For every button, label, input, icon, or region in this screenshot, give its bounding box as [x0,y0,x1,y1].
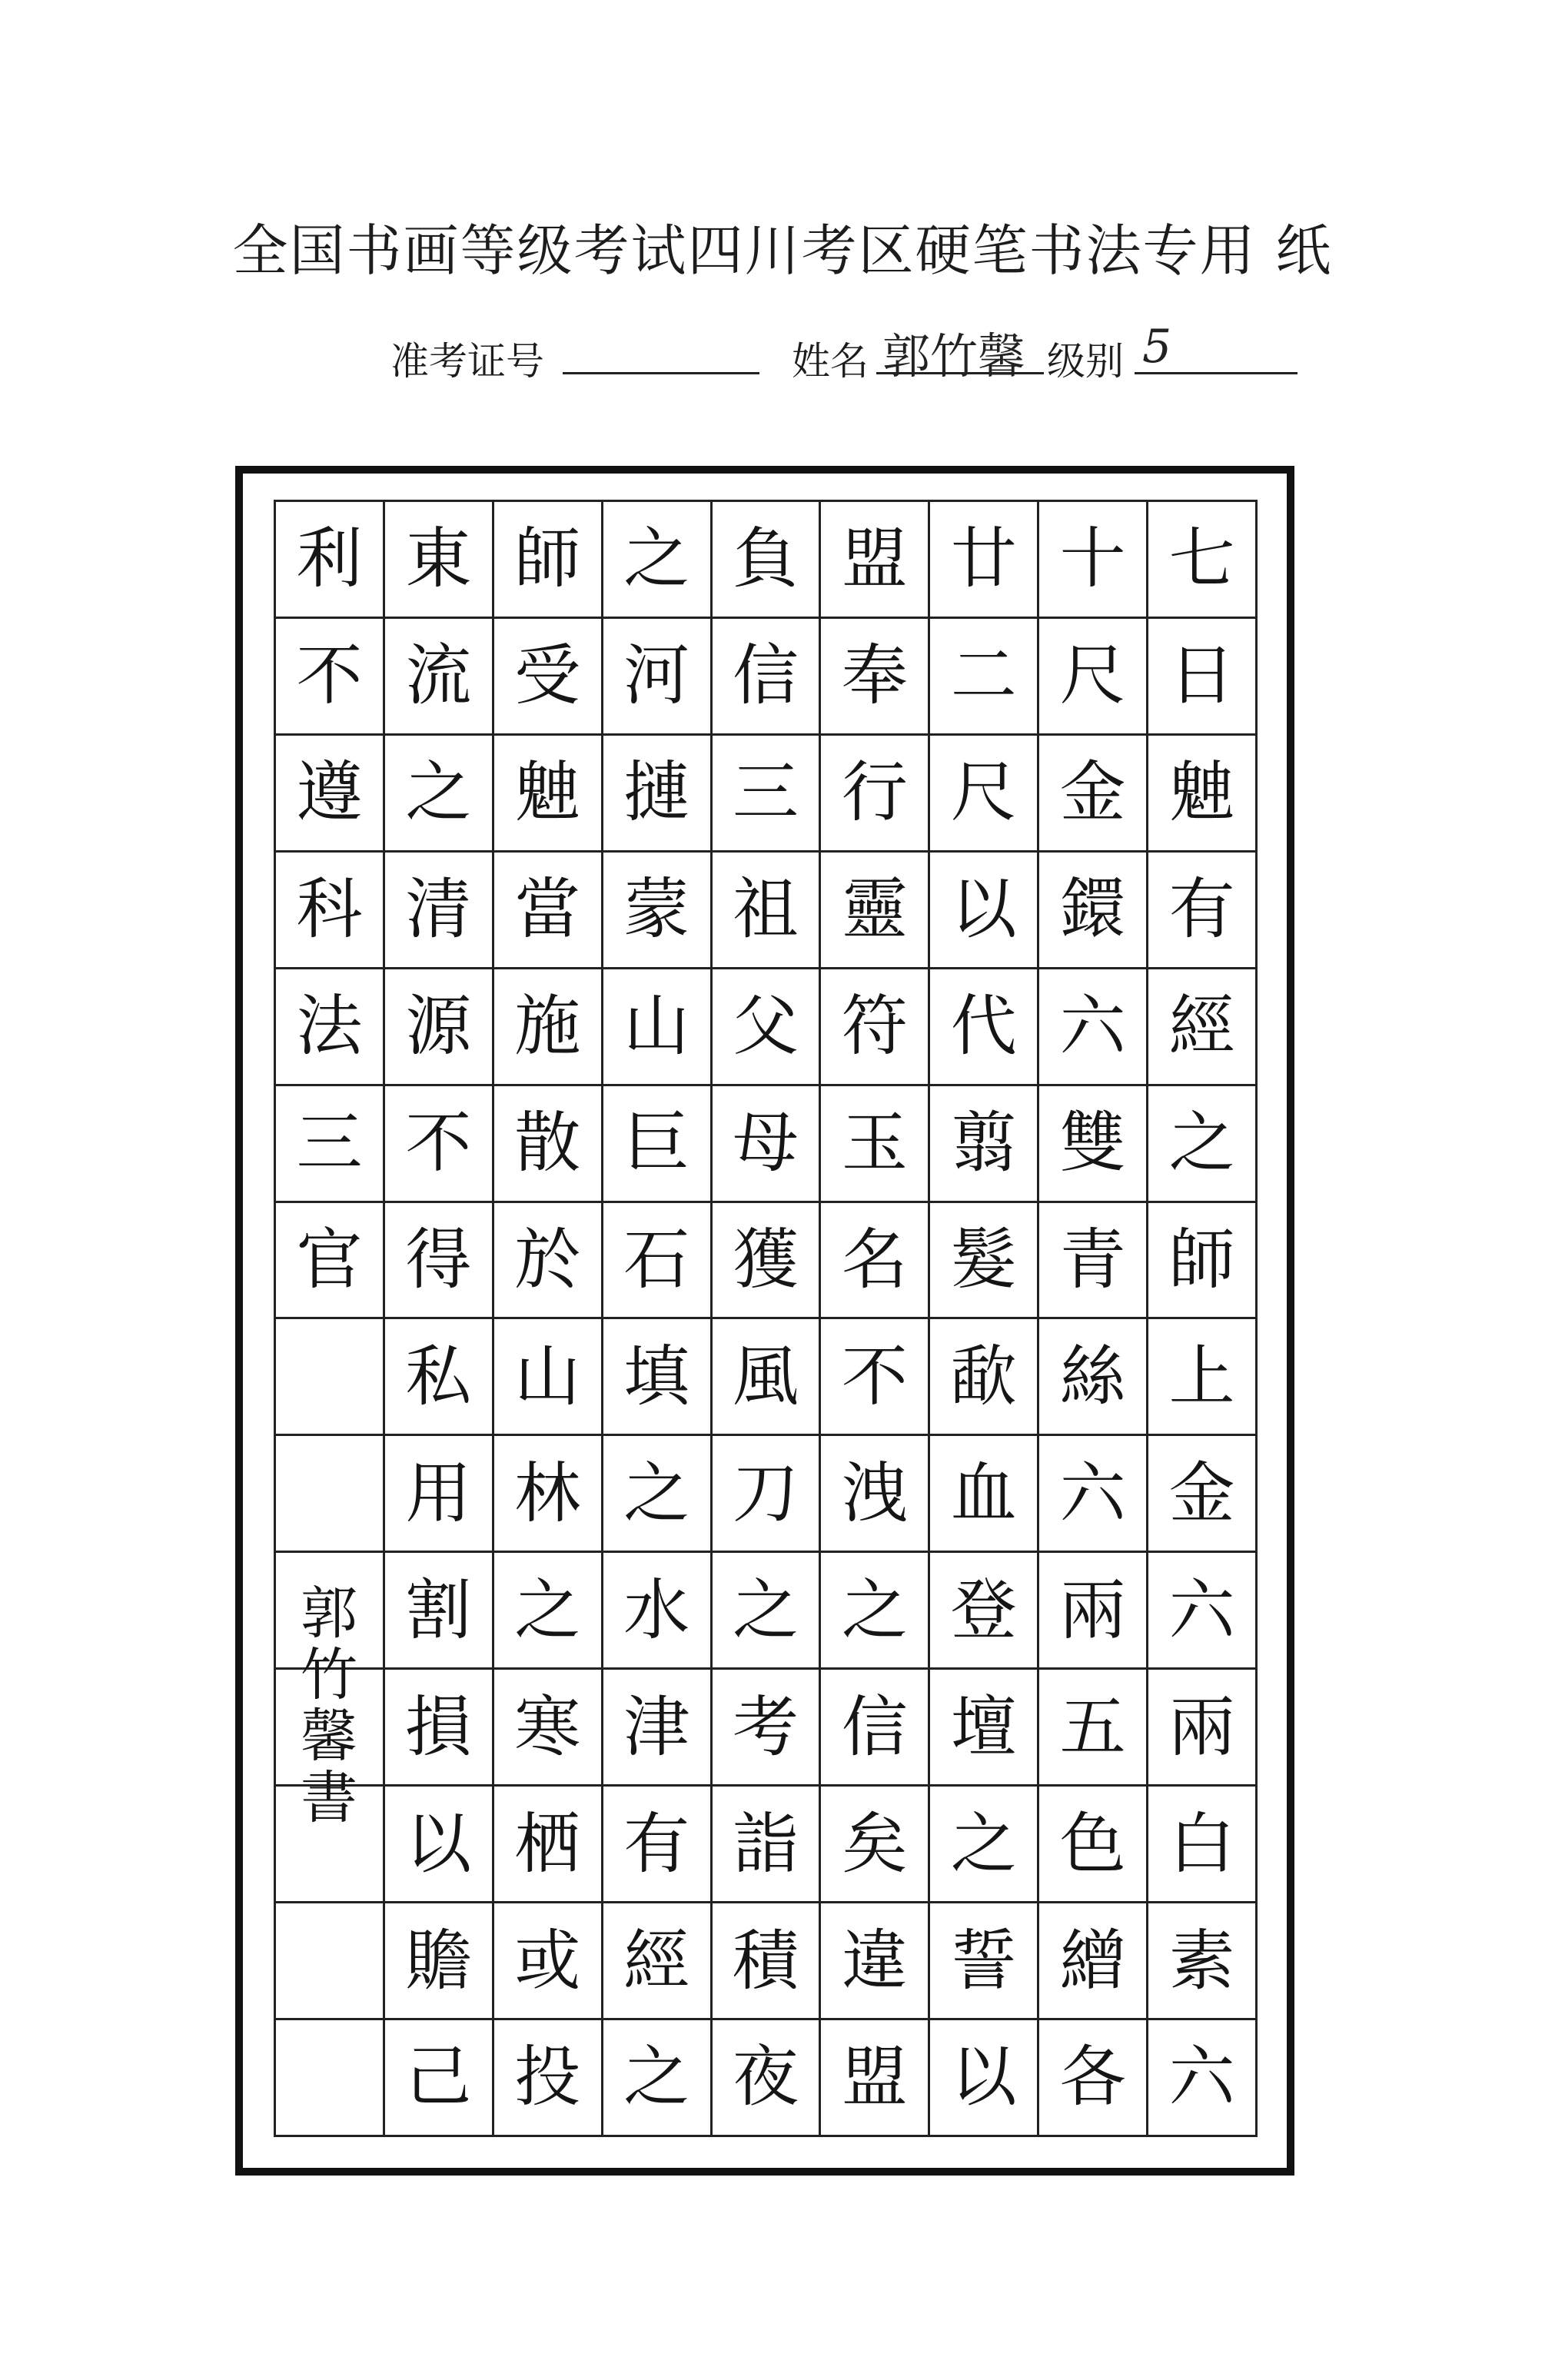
grid-cell: 之 [1148,1086,1255,1203]
grid-cell: 不 [276,619,383,736]
grid-cell: 金 [1148,1436,1255,1553]
grid-cell: 七 [1148,502,1255,619]
grid-cell: 以 [950,2039,1017,2116]
grid-cell: 奉 [821,619,928,736]
grid-column [385,502,494,2135]
grid-cell: 矣 [821,1787,928,1903]
grid-cell: 當 [494,853,601,969]
grid-cell: 行 [821,736,928,853]
exam-id-underline [563,372,759,374]
grid-cell: 繒 [1039,1903,1146,2020]
grid-cell: 流 [385,619,492,736]
grid-cell: 於 [494,1203,601,1320]
grid-cell: 巨 [603,1086,710,1203]
grid-cell: 玉 [821,1086,928,1203]
grid-cell: 兩 [1148,1670,1255,1787]
grid-cell: 填 [603,1319,710,1436]
grid-cell: 䰠 [494,736,601,853]
grid-cell: 有 [603,1787,710,1903]
signature-char: 馨 [301,1703,357,1770]
grid-cell: 二 [930,619,1037,736]
grid-cell: 獲 [713,1203,819,1320]
grid-cell: 信 [713,619,819,736]
grid-cell: 登 [930,1553,1037,1670]
grid-cell: 林 [494,1436,601,1553]
grid-cell: 日 [1148,619,1255,736]
grid-cell: 符 [821,969,928,1086]
grid-cell: 割 [385,1553,492,1670]
grid-cell: 得 [385,1203,492,1320]
grid-cell: 之 [603,502,710,619]
name-label: 姓名 [792,339,869,384]
grid-cell: 官 [276,1203,383,1320]
grid-cell: 之 [494,1553,601,1670]
grid-cell: 歃 [930,1319,1037,1436]
grid-cell: 髮 [930,1203,1037,1320]
grid-cell: 風 [713,1319,819,1436]
grid-cell: 水 [603,1553,710,1670]
grid-cell: 積 [713,1903,819,2020]
grid-cell: 壇 [930,1670,1037,1787]
grid-cell: 己 [405,2039,472,2116]
grid-cell [276,1436,383,1553]
grid-cell: 素 [1148,1903,1255,2020]
grid-cell: 損 [385,1670,492,1787]
grid-cell: 洩 [821,1436,928,1553]
grid-cell: 三 [276,1086,383,1203]
grid-cell: 白 [1148,1787,1255,1903]
grid-cell: 經 [1148,969,1255,1086]
grid-cell: 六 [1039,1436,1146,1553]
grid-column [276,502,385,2135]
grid-cell: 之 [603,1436,710,1553]
grid-cell: 五 [1039,1670,1146,1787]
grid-cell: 六 [1039,969,1146,1086]
grid-cell: 利 [276,502,383,619]
grid-cell: 不 [385,1086,492,1203]
grid-cell: 之 [623,2039,690,2116]
grid-cell: 違 [821,1903,928,2020]
grid-cell: 盟 [841,2039,908,2116]
grid-cell: 青 [1039,1203,1146,1320]
grid-cell: 絲 [1039,1319,1146,1436]
grid-cell: 河 [603,619,710,736]
grid-cell: 三 [713,736,819,853]
grid-column [713,502,822,2135]
grid-column [1039,502,1148,2135]
grid-cell: 尺 [930,736,1037,853]
grid-cell: 受 [494,619,601,736]
exam-info-row [0,321,1565,383]
grid-cell: 散 [494,1086,601,1203]
signature-char: 書 [301,1764,357,1831]
grid-cell: 以 [930,853,1037,969]
grid-cell: 廿 [930,502,1037,619]
grid-cell: 投 [514,2039,581,2116]
grid-cell: 師 [1148,1203,1255,1320]
signature-char: 郭 [301,1581,357,1647]
grid-cell: 法 [276,969,383,1086]
signature-char: 竹 [301,1641,357,1708]
grid-cell: 六 [1168,2039,1235,2116]
grid-cell: 刀 [713,1436,819,1553]
grid-cell: 靈 [821,853,928,969]
name-value: 郭竹馨 [882,328,1026,384]
grid-cell: 東 [385,502,492,619]
grid-cell: 雙 [1039,1086,1146,1203]
exam-id-label: 准考证号 [390,339,544,384]
grid-column [821,502,930,2135]
grid-cell: 金 [1039,736,1146,853]
grid-cell: 用 [385,1436,492,1553]
grid-cell: 以 [385,1787,492,1903]
grid-cell: 十 [1039,502,1146,619]
grid-cell: 兩 [1039,1553,1146,1670]
level-label: 级别 [1047,339,1124,384]
grid-cell: 蒙 [603,853,710,969]
calligraphy-grid [274,500,1258,2137]
grid-cell: 有 [1148,853,1255,969]
level-value: 5 [1142,320,1172,374]
grid-cell: 施 [494,969,601,1086]
grid-cell: 盟 [821,502,928,619]
name-underline [876,372,1044,374]
grid-cell [276,1319,383,1436]
grid-cell: 科 [276,853,383,969]
author-signature [277,1581,381,1831]
grid-column [603,502,713,2135]
grid-column [1148,502,1255,2135]
grid-cell: 之 [821,1553,928,1670]
grid-cell: 祖 [713,853,819,969]
grid-cell: 栖 [494,1787,601,1903]
grid-cell: 負 [713,502,819,619]
grid-cell: 之 [713,1553,819,1670]
grid-cell: 清 [385,853,492,969]
grid-cell: 誓 [930,1903,1037,2020]
grid-column [930,502,1039,2135]
grid-cell: 私 [385,1319,492,1436]
grid-cell: 寒 [494,1670,601,1787]
grid-cell: 津 [603,1670,710,1787]
grid-cell: 代 [930,969,1037,1086]
grid-cell: 山 [494,1319,601,1436]
grid-cell: 父 [713,969,819,1086]
grid-cell: 石 [603,1203,710,1320]
grid-cell: 鐶 [1039,853,1146,969]
grid-cell: 六 [1148,1553,1255,1670]
grid-cell: 色 [1039,1787,1146,1903]
grid-cell: 母 [713,1086,819,1203]
grid-cell: 上 [1148,1319,1255,1436]
grid-cell [276,2020,383,2135]
grid-cell: 或 [494,1903,601,2020]
grid-cell: 遵 [276,736,383,853]
grid-cell: 贍 [385,1903,492,2020]
grid-cell: 詣 [713,1787,819,1903]
grid-cell: 摙 [603,736,710,853]
grid-cell: 夜 [733,2039,799,2116]
grid-cell: 尺 [1039,619,1146,736]
grid-cell: 師 [494,502,601,619]
grid-cell: 之 [930,1787,1037,1903]
grid-cell: 之 [385,736,492,853]
page-title: 全国书画等级考试四川考区硬笔书法专用 纸 [232,218,1333,283]
level-underline [1135,372,1298,374]
grid-cell: 不 [821,1319,928,1436]
grid-cell: 翦 [930,1086,1037,1203]
grid-cell: 經 [603,1903,710,2020]
grid-cell: 血 [930,1436,1037,1553]
grid-cell: 䰠 [1148,736,1255,853]
grid-cell [276,1903,383,2020]
grid-cell: 源 [385,969,492,1086]
grid-cell: 名 [821,1203,928,1320]
grid-cell: 考 [713,1670,819,1787]
grid-cell: 山 [603,969,710,1086]
grid-column [494,502,603,2135]
grid-cell: 信 [821,1670,928,1787]
grid-cell: 各 [1059,2039,1126,2116]
